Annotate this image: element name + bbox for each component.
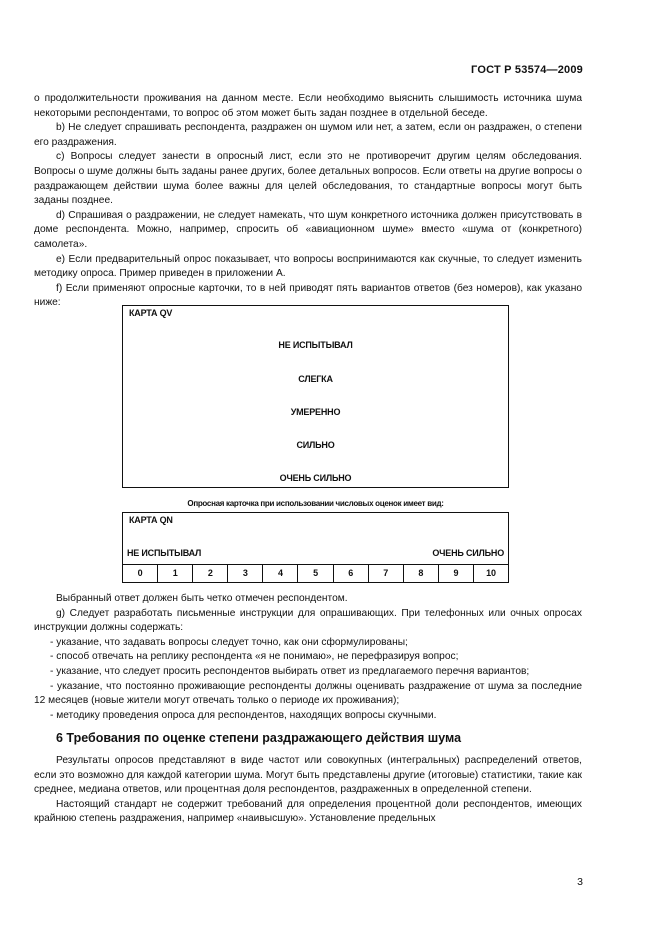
list-item: - указание, что постоянно проживающие респонденты должны оценивать раздражение от шума за последние 12 месяцев (новые жители могут отвечать только о периоде их проживания); — [34, 680, 582, 707]
card-qn-title: КАРТА QN — [129, 515, 173, 525]
paragraph: Выбранный ответ должен быть четко отмечен респондентом. — [56, 593, 348, 604]
card-qn-scale — [123, 564, 508, 582]
paragraph-item-c: c) Вопросы следует занести в опросный лист, если это не противоречит другим целям обследования. Вопросы о шуме должны быть заданы ранее других, более детальных вопросов. Если ответы на другие вопросы о раздражающем действии шума более важны для целей обследования, то стандартные вопросы могут быть заданы позднее. — [34, 151, 582, 207]
card-qv-option: СЛЕГКА — [298, 374, 333, 384]
scale-cell: 7 — [368, 565, 403, 582]
paragraph-item-f: f) Если применяют опросные карточки, то в ней приводят пять вариантов ответов (без номеров), как указано ниже: — [34, 282, 582, 309]
scale-cell: 5 — [297, 565, 332, 582]
card-qv-option: ОЧЕНЬ СИЛЬНО — [279, 473, 352, 483]
card-qn — [122, 512, 509, 583]
paragraph: Настоящий стандарт не содержит требований для определения процентной доли респондентов, имеющих крайнюю степень раздражения, например «наивысшую». Установление предельных — [34, 798, 582, 825]
scale-cell: 3 — [227, 565, 262, 582]
scale-cell: 2 — [192, 565, 227, 582]
list-item: - способ отвечать на реплику респондента «я не понимаю», не перефразируя вопрос; — [50, 651, 459, 663]
card-qv-option: СИЛЬНО — [296, 440, 335, 450]
paragraph: о продолжительности проживания на данном месте. Если необходимо выяснить слышимость источника шума некоторыми респондентами, то вопрос об этом может быть задан позднее в отдельной беседе. — [34, 93, 582, 119]
list-item: - указание, что следует просить респондентов выбирать ответ из предлагаемого перечня вариантов; — [50, 665, 530, 677]
text-block-instructions — [34, 592, 582, 723]
paragraph-item-e: e) Если предварительный опрос показывает, что вопросы воспринимаются как скучные, то следует изменить методику опроса. Пример приведен в приложении А. — [34, 253, 582, 280]
scale-cell: 8 — [403, 565, 438, 582]
page-number: 3 — [577, 876, 583, 888]
paragraph-item-g: g) Следует разработать письменные инструкции для опрашивающих. При телефонных или очных опросах инструкции должны содержать: — [34, 607, 582, 634]
card-qv-option: НЕ ИСПЫТЫВАЛ — [278, 340, 353, 350]
document-header: ГОСТ Р 53574—2009 — [471, 64, 583, 76]
scale-cell: 10 — [473, 565, 508, 582]
list-item: - методику проведения опроса для респондентов, находящих вопросы скучными. — [50, 709, 437, 721]
paragraph-item-d: d) Спрашивая о раздражении, не следует намекать, что шум конкретного источника должен присутствовать в доме респондента. Можно, например, спросить об «авиационном шуме» вместо «шума от (конкретного) самолета». — [34, 209, 582, 250]
card-caption: Опросная карточка при использовании числовых оценок имеет вид: — [187, 499, 444, 508]
card-qv-title: КАРТА QV — [129, 308, 173, 318]
scale-cell: 9 — [438, 565, 473, 582]
card-qn-right-label: ОЧЕНЬ СИЛЬНО — [432, 548, 504, 558]
card-qv-option: УМЕРЕННО — [290, 407, 341, 417]
paragraph: Результаты опросов представляют в виде частот или совокупных (интегральных) распределений ответов, если это возможно для каждой категории шума. Могут быть представлены другие (итоговые) статистики, такие как среднее, медиана ответов, или процентная доля респондентов, раздраженных в определенной степени. — [34, 755, 582, 796]
scale-cell: 1 — [157, 565, 192, 582]
section-6-heading: 6 Требования по оценке степени раздражающего действия шума — [56, 731, 462, 745]
scale-cell: 6 — [333, 565, 368, 582]
card-qn-left-label: НЕ ИСПЫТЫВАЛ — [127, 548, 202, 558]
paragraph-item-b: b) Не следует спрашивать респондента, раздражен он шумом или нет, а затем, если он раздражен, о степени его раздражения. — [34, 122, 582, 148]
list-item: - указание, что задавать вопросы следует точно, как они сформулированы; — [50, 636, 408, 648]
text-block-section-6 — [34, 754, 582, 827]
card-qv — [122, 305, 509, 488]
text-block-intro — [34, 92, 582, 311]
scale-cell: 0 — [137, 568, 143, 578]
scale-cell: 4 — [262, 565, 297, 582]
